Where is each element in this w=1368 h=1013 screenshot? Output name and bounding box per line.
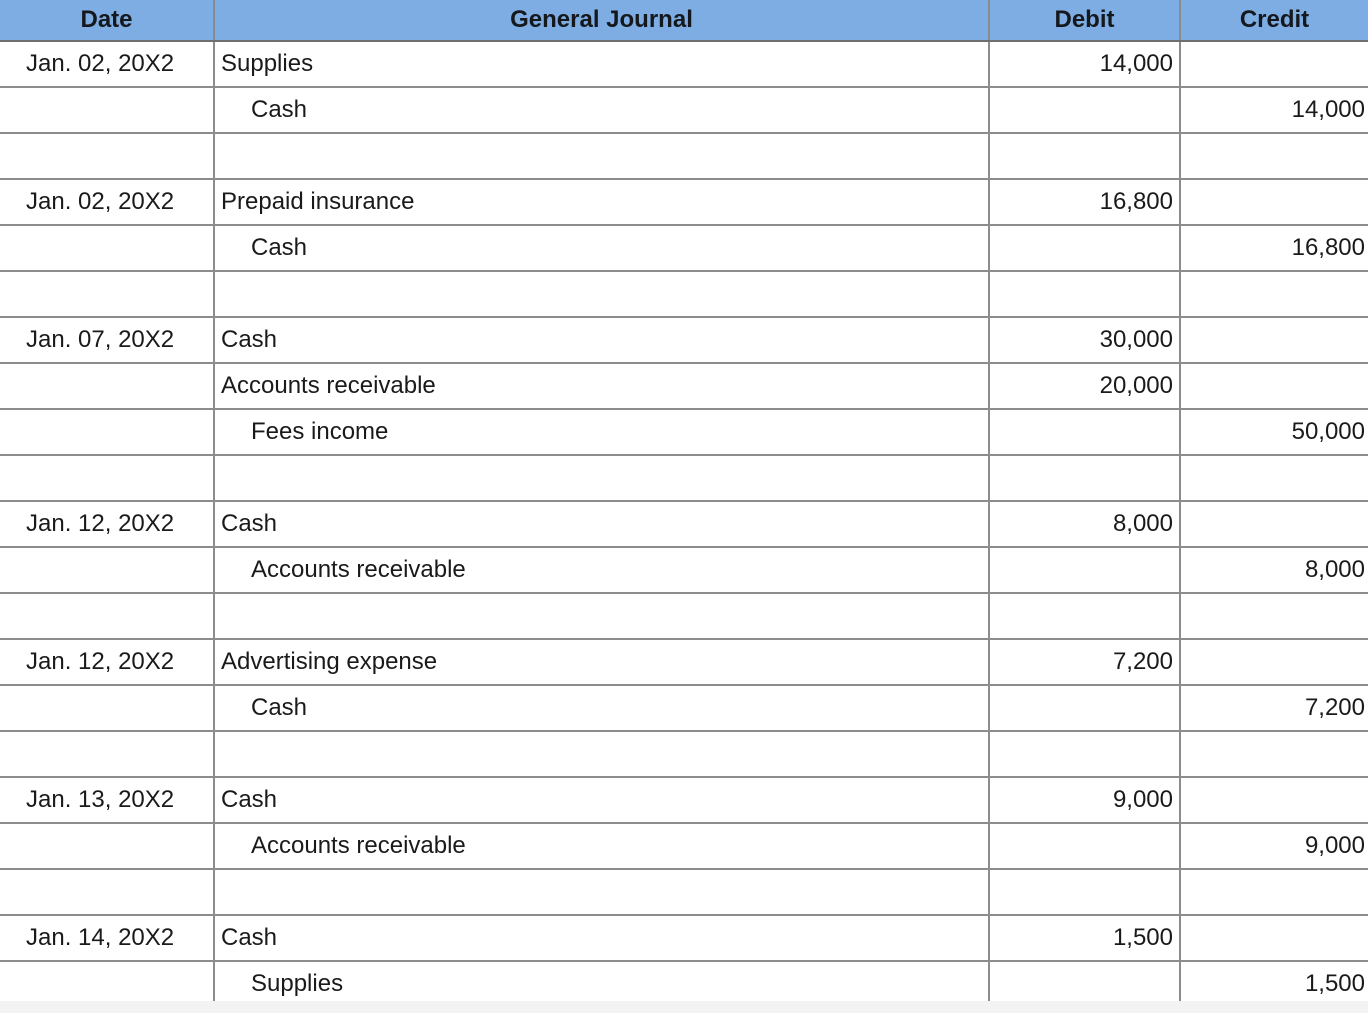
journal-row <box>0 961 1368 1006</box>
entry-date: Jan. 07, 20X2 <box>0 317 214 363</box>
account-name <box>214 271 989 317</box>
journal-row <box>0 179 1368 225</box>
debit-amount: 1,500 <box>989 915 1180 961</box>
entry-date <box>0 731 214 777</box>
journal-row <box>0 639 1368 685</box>
entry-date <box>0 455 214 501</box>
account-name: Supplies <box>214 41 989 87</box>
credit-amount <box>1180 41 1368 87</box>
bottom-edge <box>0 1001 1368 1013</box>
credit-amount <box>1180 777 1368 823</box>
date-column-header: Date <box>0 0 214 41</box>
account-name: Cash <box>214 915 989 961</box>
credit-amount <box>1180 271 1368 317</box>
entry-date <box>0 547 214 593</box>
journal-row <box>0 409 1368 455</box>
account-name <box>214 869 989 915</box>
account-name <box>214 133 989 179</box>
credit-amount <box>1180 915 1368 961</box>
debit-amount <box>989 547 1180 593</box>
debit-amount: 14,000 <box>989 41 1180 87</box>
credit-amount: 16,800 <box>1180 225 1368 271</box>
entry-date: Jan. 02, 20X2 <box>0 41 214 87</box>
debit-amount <box>989 271 1180 317</box>
journal-row <box>0 317 1368 363</box>
entry-date: Jan. 12, 20X2 <box>0 501 214 547</box>
account-name: Cash <box>214 317 989 363</box>
entry-date <box>0 823 214 869</box>
journal-row <box>0 547 1368 593</box>
entry-date <box>0 685 214 731</box>
debit-amount <box>989 225 1180 271</box>
journal-row <box>0 225 1368 271</box>
journal-column-header: General Journal <box>214 0 989 41</box>
credit-amount: 9,000 <box>1180 823 1368 869</box>
debit-amount <box>989 455 1180 501</box>
credit-amount <box>1180 731 1368 777</box>
credit-amount <box>1180 179 1368 225</box>
credit-column-header: Credit <box>1180 0 1368 41</box>
credit-amount: 7,200 <box>1180 685 1368 731</box>
account-name <box>214 593 989 639</box>
debit-amount <box>989 409 1180 455</box>
entry-date <box>0 225 214 271</box>
credit-amount <box>1180 593 1368 639</box>
entry-date <box>0 133 214 179</box>
credit-amount: 8,000 <box>1180 547 1368 593</box>
journal-row <box>0 731 1368 777</box>
entry-date: Jan. 02, 20X2 <box>0 179 214 225</box>
account-name: Cash <box>214 777 989 823</box>
account-name: Cash <box>214 685 989 731</box>
journal-row <box>0 593 1368 639</box>
account-name: Accounts receivable <box>214 363 989 409</box>
entry-date <box>0 87 214 133</box>
debit-amount: 7,200 <box>989 639 1180 685</box>
account-name <box>214 731 989 777</box>
credit-amount <box>1180 133 1368 179</box>
journal-row <box>0 455 1368 501</box>
debit-amount: 8,000 <box>989 501 1180 547</box>
account-name: Accounts receivable <box>214 823 989 869</box>
journal-row <box>0 41 1368 87</box>
debit-amount <box>989 823 1180 869</box>
account-name: Cash <box>214 87 989 133</box>
account-name <box>214 455 989 501</box>
entry-date <box>0 961 214 1006</box>
debit-amount: 30,000 <box>989 317 1180 363</box>
credit-amount <box>1180 317 1368 363</box>
journal-row <box>0 869 1368 915</box>
entry-date <box>0 869 214 915</box>
debit-amount <box>989 731 1180 777</box>
account-name: Prepaid insurance <box>214 179 989 225</box>
entry-date <box>0 409 214 455</box>
credit-amount <box>1180 639 1368 685</box>
journal-row <box>0 685 1368 731</box>
account-name: Cash <box>214 501 989 547</box>
credit-amount: 1,500 <box>1180 961 1368 1006</box>
account-name: Accounts receivable <box>214 547 989 593</box>
entry-date: Jan. 14, 20X2 <box>0 915 214 961</box>
debit-column-header: Debit <box>989 0 1180 41</box>
debit-amount <box>989 593 1180 639</box>
debit-amount: 9,000 <box>989 777 1180 823</box>
entry-date: Jan. 13, 20X2 <box>0 777 214 823</box>
entry-date <box>0 271 214 317</box>
entry-date <box>0 593 214 639</box>
account-name: Advertising expense <box>214 639 989 685</box>
account-name: Supplies <box>214 961 989 1006</box>
journal-row <box>0 87 1368 133</box>
debit-amount <box>989 869 1180 915</box>
journal-row <box>0 363 1368 409</box>
entry-date: Jan. 12, 20X2 <box>0 639 214 685</box>
debit-amount <box>989 87 1180 133</box>
header-row <box>0 0 1368 41</box>
entry-date <box>0 363 214 409</box>
debit-amount <box>989 685 1180 731</box>
journal-row <box>0 777 1368 823</box>
debit-amount: 16,800 <box>989 179 1180 225</box>
credit-amount <box>1180 869 1368 915</box>
credit-amount <box>1180 363 1368 409</box>
credit-amount: 50,000 <box>1180 409 1368 455</box>
journal-row <box>0 915 1368 961</box>
credit-amount <box>1180 455 1368 501</box>
journal-row <box>0 133 1368 179</box>
journal-row <box>0 271 1368 317</box>
journal-row <box>0 501 1368 547</box>
account-name: Fees income <box>214 409 989 455</box>
debit-amount <box>989 133 1180 179</box>
credit-amount: 14,000 <box>1180 87 1368 133</box>
debit-amount: 20,000 <box>989 363 1180 409</box>
journal-body <box>0 41 1368 1006</box>
credit-amount <box>1180 501 1368 547</box>
journal-row <box>0 823 1368 869</box>
debit-amount <box>989 961 1180 1006</box>
account-name: Cash <box>214 225 989 271</box>
